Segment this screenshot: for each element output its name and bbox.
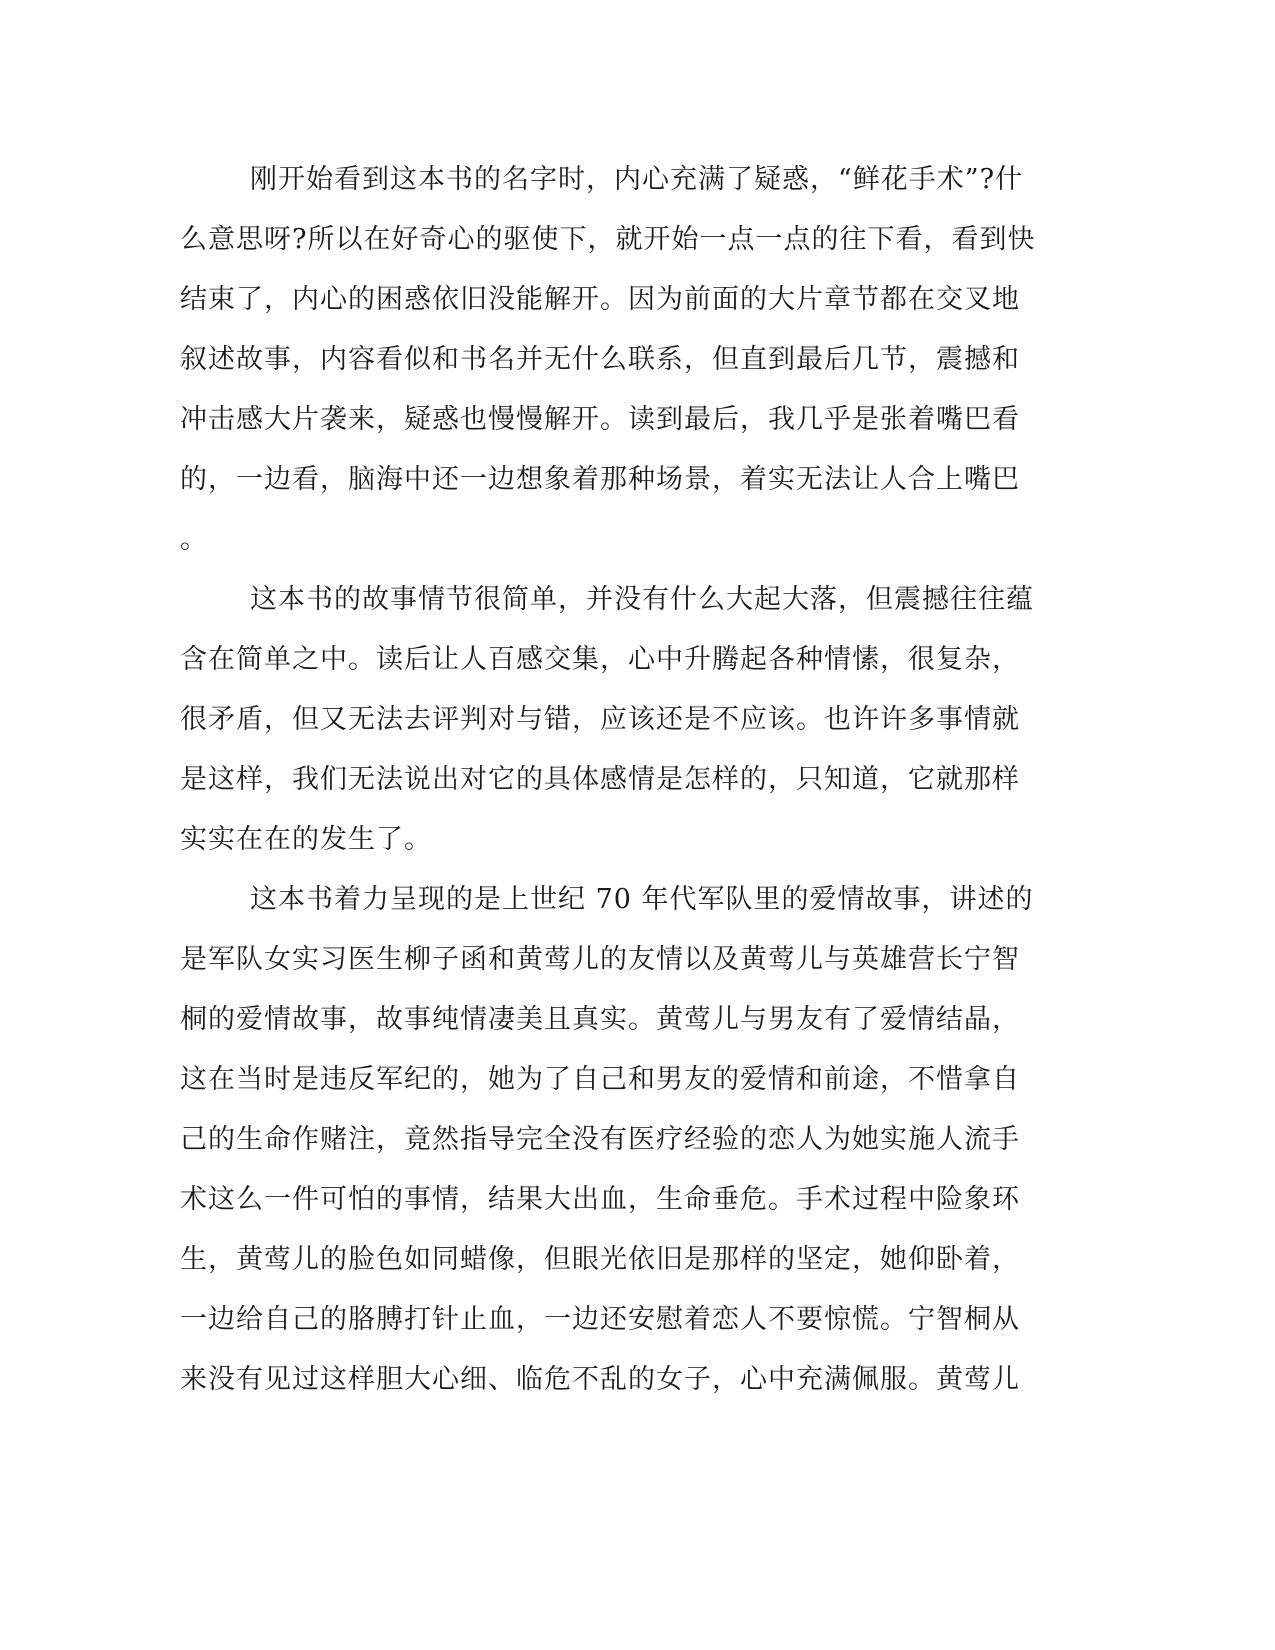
text-line: 这本书着力呈现的是上世纪 70 年代军队里的爱情故事，讲述的 (250, 884, 1034, 915)
text-line: 含在简单之中。读后让人百感交集，心中升腾起各种情愫，很复杂， (180, 644, 1020, 675)
paragraph-1 (180, 150, 1080, 570)
text-line: 是这样，我们无法说出对它的具体感情是怎样的，只知道，它就那样 (180, 764, 1020, 795)
text-line: 这本书的故事情节很简单，并没有什么大起大落，但震撼往往蕴 (250, 584, 1034, 615)
text-line: 么意思呀?所以在好奇心的驱使下，就开始一点一点的往下看，看到快 (180, 224, 1036, 255)
text-line: 。 (180, 524, 208, 555)
text-line: 生，黄莺儿的脸色如同蜡像，但眼光依旧是那样的坚定，她仰卧着， (180, 1244, 1020, 1275)
text-line: 的，一边看，脑海中还一边想象着那种场景，着实无法让人合上嘴巴 (180, 464, 1020, 495)
text-line: 这在当时是违反军纪的，她为了自己和男友的爱情和前途，不惜拿自 (180, 1064, 1020, 1095)
text-line: 来没有见过这样胆大心细、临危不乱的女子，心中充满佩服。黄莺儿 (180, 1364, 1020, 1395)
text-line: 一边给自己的胳膊打针止血，一边还安慰着恋人不要惊慌。宁智桐从 (180, 1304, 1020, 1335)
text-line: 很矛盾，但又无法去评判对与错，应该还是不应该。也许许多事情就 (180, 704, 1020, 735)
text-line: 己的生命作赌注，竟然指导完全没有医疗经验的恋人为她实施人流手 (180, 1124, 1020, 1155)
text-line: 刚开始看到这本书的名字时，内心充满了疑惑，“鲜花手术”?什 (250, 164, 1024, 195)
document-body (180, 150, 1080, 1410)
text-line: 是军队女实习医生柳子函和黄莺儿的友情以及黄莺儿与英雄营长宁智 (180, 944, 1020, 975)
text-line: 实实在在的发生了。 (180, 824, 432, 855)
text-line: 术这么一件可怕的事情，结果大出血，生命垂危。手术过程中险象环 (180, 1184, 1020, 1215)
paragraph-3 (180, 870, 1080, 1410)
text-line: 叙述故事，内容看似和书名并无什么联系，但直到最后几节，震撼和 (180, 344, 1020, 375)
text-line: 冲击感大片袭来，疑惑也慢慢解开。读到最后，我几乎是张着嘴巴看 (180, 404, 1020, 435)
text-line: 结束了，内心的困惑依旧没能解开。因为前面的大片章节都在交叉地 (180, 284, 1020, 315)
text-line: 桐的爱情故事，故事纯情凄美且真实。黄莺儿与男友有了爱情结晶， (180, 1004, 1020, 1035)
paragraph-2 (180, 570, 1080, 870)
